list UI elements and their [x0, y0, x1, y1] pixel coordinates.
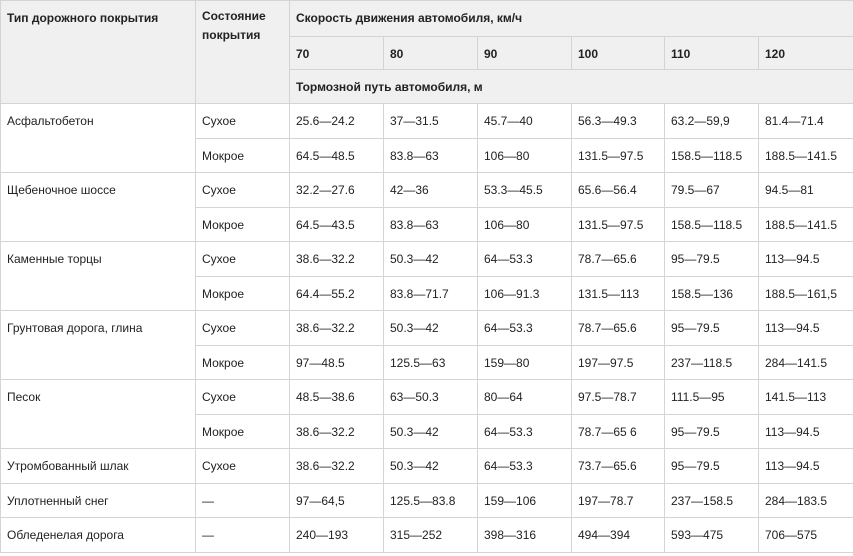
braking-distance-cell: 106—91.3: [478, 276, 572, 311]
braking-distance-cell: 95—79.5: [665, 311, 759, 346]
braking-distance-cell: 95—79.5: [665, 242, 759, 277]
table-row: [1, 242, 853, 277]
surface-state-cell: Мокрое: [196, 138, 290, 173]
header-distance-title: Тормозной путь автомобиля, м: [290, 70, 853, 104]
braking-distance-cell: 78.7—65.6: [572, 242, 665, 277]
braking-distance-cell: 53.3—45.5: [478, 173, 572, 208]
braking-distance-cell: 64—53.3: [478, 311, 572, 346]
table-row: [1, 449, 853, 484]
surface-state-cell: Мокрое: [196, 414, 290, 449]
braking-distance-cell: 131.5—113: [572, 276, 665, 311]
braking-distance-cell: 78.7—65.6: [572, 311, 665, 346]
braking-distance-cell: 240—193: [290, 518, 384, 553]
braking-distance-cell: 80—64: [478, 380, 572, 415]
braking-distance-cell: 50.3—42: [384, 414, 478, 449]
braking-distance-cell: 63—50.3: [384, 380, 478, 415]
braking-distance-cell: 113—94.5: [759, 311, 853, 346]
braking-distance-cell: 38.6—32.2: [290, 449, 384, 484]
braking-distance-cell: 111.5—95: [665, 380, 759, 415]
braking-distance-cell: 97—48.5: [290, 345, 384, 380]
braking-distance-cell: 50.3—42: [384, 242, 478, 277]
table-row: [1, 518, 853, 553]
braking-distance-cell: 56.3—49.3: [572, 104, 665, 139]
braking-distance-cell: 159—80: [478, 345, 572, 380]
braking-distance-cell: 113—94.5: [759, 414, 853, 449]
header-surface-state: Состояние покрытия: [196, 1, 290, 104]
table-header: [1, 1, 853, 104]
surface-state-cell: Сухое: [196, 242, 290, 277]
braking-distance-cell: 64—53.3: [478, 449, 572, 484]
surface-state-cell: Мокрое: [196, 207, 290, 242]
table-body: [1, 104, 853, 553]
surface-state-cell: Сухое: [196, 104, 290, 139]
braking-distance-cell: 188.5—141.5: [759, 138, 853, 173]
header-speed-110: 110: [665, 37, 759, 70]
surface-state-cell: Сухое: [196, 380, 290, 415]
surface-type-cell: Каменные торцы: [1, 242, 196, 311]
braking-distance-cell: 284—183.5: [759, 483, 853, 518]
surface-type-cell: Асфальтобетон: [1, 104, 196, 173]
braking-distance-cell: 83.8—63: [384, 138, 478, 173]
surface-state-cell: Сухое: [196, 311, 290, 346]
table-row: [1, 173, 853, 208]
braking-distance-cell: 64.5—48.5: [290, 138, 384, 173]
braking-distance-cell: 50.3—42: [384, 449, 478, 484]
braking-distance-cell: 79.5—67: [665, 173, 759, 208]
braking-distance-cell: 125.5—63: [384, 345, 478, 380]
table-row: [1, 483, 853, 518]
braking-distance-cell: 64—53.3: [478, 414, 572, 449]
surface-type-cell: Грунтовая дорога, глина: [1, 311, 196, 380]
braking-distance-cell: 95—79.5: [665, 414, 759, 449]
header-speed-120: 120: [759, 37, 853, 70]
braking-distance-cell: 83.8—63: [384, 207, 478, 242]
braking-distance-cell: 45.7—40: [478, 104, 572, 139]
braking-distance-cell: 113—94.5: [759, 449, 853, 484]
header-speed-title: Скорость движения автомобиля, км/ч: [290, 1, 853, 37]
header-speed-80: 80: [384, 37, 478, 70]
braking-distance-cell: 197—97.5: [572, 345, 665, 380]
surface-state-cell: Мокрое: [196, 345, 290, 380]
braking-distance-cell: 159—106: [478, 483, 572, 518]
braking-distance-cell: 64.4—55.2: [290, 276, 384, 311]
braking-distance-cell: 106—80: [478, 207, 572, 242]
braking-distance-cell: 188.5—161,5: [759, 276, 853, 311]
braking-distance-cell: 131.5—97.5: [572, 138, 665, 173]
surface-state-cell: Сухое: [196, 173, 290, 208]
braking-distance-cell: 50.3—42: [384, 311, 478, 346]
header-speed-90: 90: [478, 37, 572, 70]
braking-distance-cell: 197—78.7: [572, 483, 665, 518]
braking-distance-cell: 65.6—56.4: [572, 173, 665, 208]
surface-type-cell: Утромбованный шлак: [1, 449, 196, 484]
header-speed-70: 70: [290, 37, 384, 70]
braking-distance-cell: 237—158.5: [665, 483, 759, 518]
braking-distance-cell: 97.5—78.7: [572, 380, 665, 415]
braking-distance-cell: 141.5—113: [759, 380, 853, 415]
braking-distance-cell: 237—118.5: [665, 345, 759, 380]
braking-distance-cell: 494—394: [572, 518, 665, 553]
braking-distance-cell: 398—316: [478, 518, 572, 553]
header-surface-type: Тип дорожного покрытия: [1, 1, 196, 104]
braking-distance-cell: 32.2—27.6: [290, 173, 384, 208]
braking-distance-cell: 106—80: [478, 138, 572, 173]
braking-distance-cell: 593—475: [665, 518, 759, 553]
surface-type-cell: Обледенелая дорога: [1, 518, 196, 553]
table-row: [1, 380, 853, 415]
braking-distance-cell: 73.7—65.6: [572, 449, 665, 484]
header-speed-100: 100: [572, 37, 665, 70]
braking-distance-cell: 64—53.3: [478, 242, 572, 277]
surface-type-cell: Песок: [1, 380, 196, 449]
braking-distance-cell: 38.6—32.2: [290, 414, 384, 449]
surface-type-cell: Уплотненный снег: [1, 483, 196, 518]
braking-distance-cell: 95—79.5: [665, 449, 759, 484]
braking-distance-cell: 188.5—141.5: [759, 207, 853, 242]
table-row: [1, 311, 853, 346]
braking-distance-cell: 706—575: [759, 518, 853, 553]
braking-distance-cell: 131.5—97.5: [572, 207, 665, 242]
braking-distance-cell: 64.5—43.5: [290, 207, 384, 242]
braking-distance-cell: 78.7—65 6: [572, 414, 665, 449]
braking-distance-cell: 158.5—136: [665, 276, 759, 311]
braking-distance-cell: 125.5—83.8: [384, 483, 478, 518]
braking-distance-cell: 113—94.5: [759, 242, 853, 277]
surface-type-cell: Щебеночное шоссе: [1, 173, 196, 242]
braking-distance-cell: 315—252: [384, 518, 478, 553]
braking-distance-cell: 48.5—38.6: [290, 380, 384, 415]
braking-distance-cell: 42—36: [384, 173, 478, 208]
braking-distance-cell: 158.5—118.5: [665, 207, 759, 242]
braking-distance-cell: 284—141.5: [759, 345, 853, 380]
braking-distance-cell: 94.5—81: [759, 173, 853, 208]
braking-distance-cell: 97—64,5: [290, 483, 384, 518]
table-row: [1, 104, 853, 139]
braking-distance-cell: 81.4—71.4: [759, 104, 853, 139]
braking-distance-cell: 38.6—32.2: [290, 311, 384, 346]
braking-distance-cell: 158.5—118.5: [665, 138, 759, 173]
surface-state-cell: Мокрое: [196, 276, 290, 311]
braking-distance-cell: 37—31.5: [384, 104, 478, 139]
braking-distance-cell: 83.8—71.7: [384, 276, 478, 311]
surface-state-cell: Сухое: [196, 449, 290, 484]
surface-state-cell: —: [196, 518, 290, 553]
surface-state-cell: —: [196, 483, 290, 518]
braking-distance-cell: 25.6—24.2: [290, 104, 384, 139]
braking-distance-cell: 38.6—32.2: [290, 242, 384, 277]
braking-distance-cell: 63.2—59,9: [665, 104, 759, 139]
